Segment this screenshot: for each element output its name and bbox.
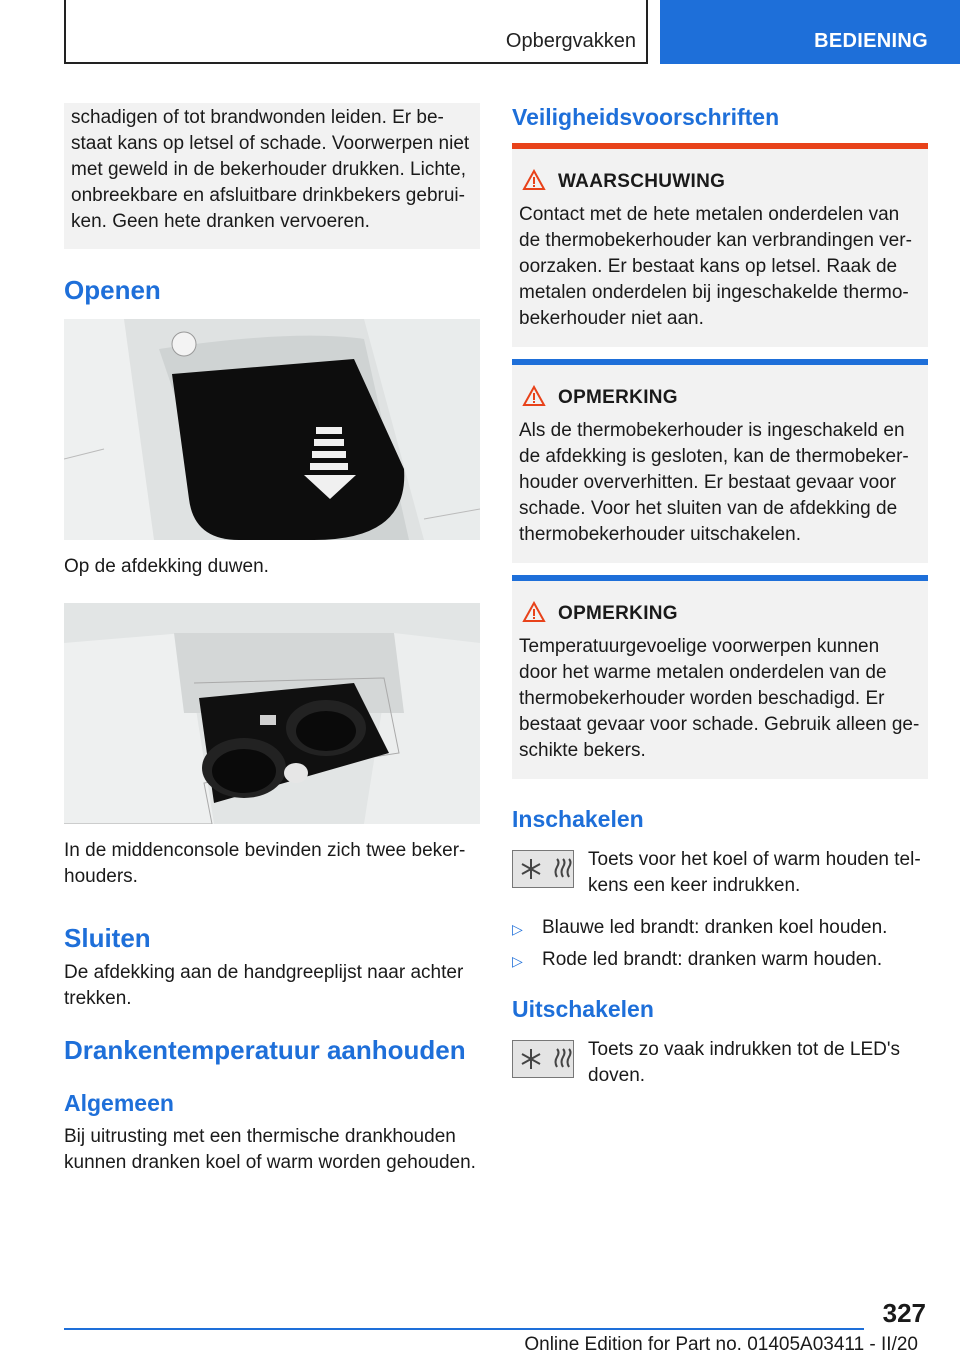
heading-sluiten: Sluiten [64, 923, 151, 953]
heading-algemeen: Algemeen [64, 1090, 174, 1116]
note-text [519, 418, 927, 548]
heading-inschakelen: Inschakelen [512, 806, 644, 832]
header-chapter-tab[interactable] [660, 0, 960, 64]
cooling-heating-button-icon [512, 850, 574, 888]
footer-edition: Online Edition for Part no. 01405A03411 - II/20 [524, 1334, 918, 1355]
note-line: thermobekerhouder worden beschadigd. Er [519, 688, 885, 709]
note-label: OPMERKING [558, 603, 678, 624]
warning-line: bekerhouder niet aan. [519, 308, 704, 329]
page-number: 327 [882, 1298, 926, 1328]
caption-push-cover: Op de afdekking duwen. [64, 556, 269, 577]
note-label: OPMERKING [558, 387, 678, 408]
inschakelen-text [588, 847, 928, 899]
algemeen-text [64, 1124, 484, 1176]
note-box [512, 581, 928, 779]
caption-cupholders-line: In de middenconsole bevinden zich twee beker- [64, 840, 466, 861]
triangle-bullet-icon: ▷ [512, 921, 523, 937]
note-line: door het warme metalen onderdelen van de [519, 662, 887, 683]
algemeen-line: Bij uitrusting met een thermische drankhouden [64, 1126, 456, 1147]
illustration-cover-push-svg [64, 319, 480, 540]
intro-line: ken. Geen hete dranken vervoeren. [71, 211, 370, 232]
list-item-text: Rode led brandt: dranken warm houden. [542, 949, 883, 970]
warning-line: de thermobekerhouder kan verbrandingen ver- [519, 230, 912, 251]
note-line: bestaat gevaar voor schade. Gebruik alleen ge- [519, 714, 920, 735]
sluiten-text [64, 960, 480, 1012]
warning-label: WAARSCHUWING [558, 171, 726, 192]
note-triangle-icon [522, 601, 546, 623]
heading-drankentemperatuur: Drankentemperatuur aanhouden [64, 1035, 466, 1065]
inschakelen-line: Toets voor het koel of warm houden tel- [588, 849, 921, 870]
uitschakelen-text [588, 1037, 928, 1089]
warning-line: metalen onderdelen bij ingeschakelde thermo- [519, 282, 909, 303]
footer-divider [64, 1328, 864, 1330]
caption-cupholders [64, 838, 480, 890]
heading-veiligheidsvoorschriften: Veiligheidsvoorschriften [512, 104, 780, 130]
inschakelen-line: kens een keer indrukken. [588, 875, 801, 896]
warning-box [512, 149, 928, 347]
sluiten-line: De afdekking aan de handgreeplijst naar achter [64, 962, 464, 983]
sluiten-line: trekken. [64, 988, 132, 1009]
note-line: Temperatuurgevoelige voorwerpen kunnen [519, 636, 880, 657]
note-line: thermobekerhouder uitschakelen. [519, 524, 802, 545]
header-section-title: Opbergvakken [505, 30, 636, 52]
heading-openen: Openen [64, 275, 161, 305]
note-line: de afdekking is gesloten, kan de thermobeker- [519, 446, 909, 467]
snowflake-heat-icon [513, 851, 573, 887]
cooling-heating-button-icon [512, 1040, 574, 1078]
note-text [519, 634, 927, 764]
intro-warning-continuation [64, 103, 480, 249]
note-line: houder oververhitten. Er bestaat gevaar voor [519, 472, 897, 493]
intro-line: met geweld in de bekerhouder drukken. Lichte, [71, 159, 467, 180]
triangle-bullet-icon: ▷ [512, 953, 523, 969]
warning-text [519, 202, 927, 332]
intro-line: staat kans op letsel of schade. Voorwerpen niet [71, 133, 470, 154]
illustration-cover-push [64, 319, 480, 540]
illustration-cupholders [64, 603, 480, 824]
snowflake-heat-icon [513, 1041, 573, 1077]
warning-line: Contact met de hete metalen onderdelen van [519, 204, 900, 225]
warning-triangle-icon [522, 169, 546, 191]
heading-uitschakelen: Uitschakelen [512, 996, 654, 1022]
caption-cupholders-line: houders. [64, 866, 138, 887]
intro-line: onbreekbare en afsluitbare drinkbekers gebrui- [71, 185, 465, 206]
list-item-text: Blauwe led brandt: dranken koel houden. [542, 917, 888, 938]
header-chapter-label: BEDIENING [814, 30, 928, 52]
warning-line: oorzaken. Er bestaat kans op letsel. Raak de [519, 256, 898, 277]
illustration-cupholders-svg [64, 603, 480, 824]
note-line: Als de thermobekerhouder is ingeschakeld en [519, 420, 905, 441]
note-box [512, 365, 928, 563]
algemeen-line: kunnen dranken koel of warm worden gehouden. [64, 1152, 476, 1173]
intro-line: schadigen of tot brandwonden leiden. Er be- [71, 107, 444, 128]
note-line: schade. Voor het sluiten van de afdekking de [519, 498, 898, 519]
uitschakelen-line: doven. [588, 1065, 646, 1086]
uitschakelen-line: Toets zo vaak indrukken tot de LED's [588, 1039, 901, 1060]
note-line: schikte bekers. [519, 740, 646, 761]
note-triangle-icon [522, 385, 546, 407]
